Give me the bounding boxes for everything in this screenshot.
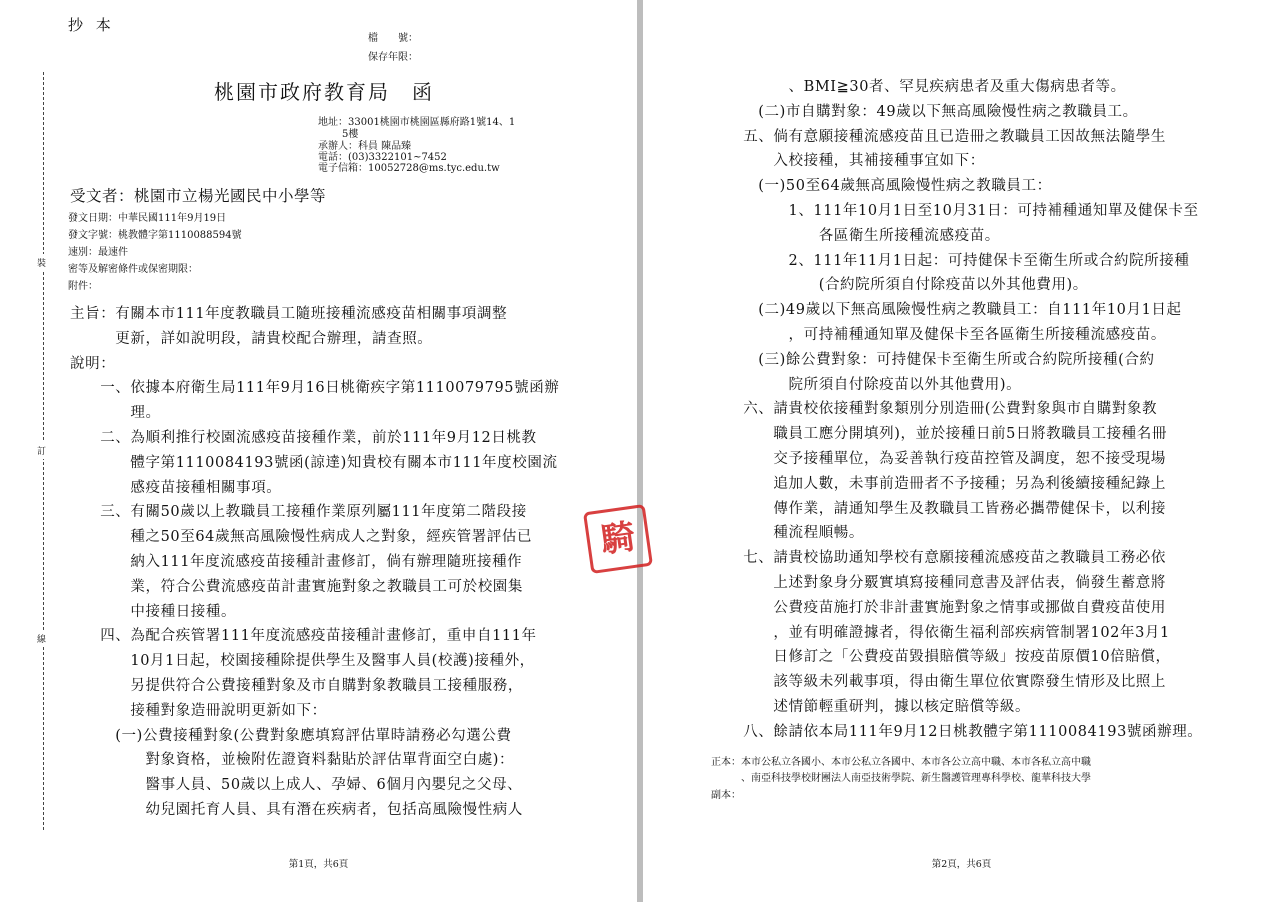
text-line: (一)公費接種對象(公費對象應填寫評估單時請務必勾選公費 bbox=[70, 727, 512, 744]
issue-date: 發文日期：中華民國111年9月19日 bbox=[68, 213, 227, 224]
address: 地址：33001桃園市桃園區縣府路1號14、1 bbox=[318, 117, 516, 128]
seal-stamp: 騎 bbox=[583, 504, 653, 574]
text-line: 另提供符合公費接種對象及市自購對象教職員工接種服務， bbox=[70, 677, 523, 694]
text-line: 10月1日起，校園接種除提供學生及醫事人員(校護)接種外， bbox=[70, 653, 535, 670]
text-line: 三、有關50歲以上教職員工接種作業原列屬111年度第二階段接 bbox=[70, 504, 527, 521]
text-line: (二)49歲以下無高風險慢性病之教職員工：自111年10月1日起 bbox=[713, 302, 1182, 319]
document-number: 發文字號：桃教體字第1110088594號 bbox=[68, 230, 242, 241]
text-line: 傳作業，請通知學生及教職員工皆務必攜帶健保卡，以利接 bbox=[713, 500, 1166, 517]
text-line: 更新，詳如說明段，請貴校配合辦理，請查照。 bbox=[70, 330, 433, 347]
text-line: 理。 bbox=[70, 405, 161, 422]
phone: 電話：(03)3322101~7452 bbox=[318, 152, 447, 163]
text-line: 該等級未列載事項，得由衛生單位依實際發生情形及比照上 bbox=[713, 674, 1166, 691]
body-text-page2 bbox=[713, 75, 1202, 745]
text-line: 公費疫苗施打於非計畫實施對象之情事或挪做自費疫苗使用 bbox=[713, 599, 1166, 616]
address-cont: 5樓 bbox=[342, 129, 359, 140]
text-line: 交予接種單位，為妥善執行疫苗控管及調度，恕不接受現場 bbox=[713, 450, 1166, 467]
retention-label: 保存年限： bbox=[368, 52, 418, 63]
text-line: 入校接種，其補接種事宜如下： bbox=[713, 153, 985, 170]
attachment-label: 附件： bbox=[68, 281, 98, 292]
speed-class: 速別：最速件 bbox=[68, 247, 128, 258]
page-footer-1: 第1頁，共6頁 bbox=[288, 859, 349, 870]
cc-main-line2: 、南亞科技學校財團法人南亞技術學院、新生醫護管理專科學校、龍華科技大學 bbox=[711, 773, 1091, 784]
secrecy-level: 密等及解密條件或保密期限： bbox=[68, 264, 198, 275]
text-line: 六、請貴校依接種對象類別分別造冊(公費對象與市自購對象教 bbox=[713, 401, 1158, 418]
text-line: 主旨：有關本市111年度教職員工隨班接種流感疫苗相關事項調整 bbox=[70, 306, 508, 322]
page-footer-2: 第2頁，共6頁 bbox=[931, 859, 992, 870]
text-line: (三)餘公費對象：可持健保卡至衛生所或合約院所接種(合約 bbox=[713, 351, 1155, 368]
text-line: 體字第1110084193號函(諒達)知貴校有關本市111年度校園流 bbox=[70, 454, 558, 471]
text-line: 七、請貴校協助通知學校有意願接種流感疫苗之教職員工務必依 bbox=[713, 550, 1166, 567]
text-line: 述情節輕重研判，據以核定賠償等級。 bbox=[713, 698, 1031, 715]
text-line: ，可持補種通知單及健保卡至各區衛生所接種流感疫苗。 bbox=[713, 326, 1166, 343]
text-line: 職員工應分開填列)，並於接種日前5日將教職員工接種名冊 bbox=[713, 426, 1167, 443]
text-line: 一、依據本府衛生局111年9月16日桃衛疾字第1110079795號函辦 bbox=[70, 380, 560, 397]
text-line: 各區衛生所接種流感疫苗。 bbox=[713, 227, 1000, 244]
text-line: (二)市自購對象：49歲以下無高風險慢性病之教職員工。 bbox=[713, 103, 1138, 120]
contact-person: 承辦人：科員 陳品臻 bbox=[318, 141, 412, 152]
text-line: 追加人數，未事前造冊者不予接種；另為利後續接種紀錄上 bbox=[713, 475, 1166, 492]
text-line: 接種對象造冊說明更新如下： bbox=[70, 702, 327, 719]
recipient: 受文者：桃園市立楊光國民中小學等 bbox=[70, 187, 327, 205]
text-line: 上述對象身分覈實填寫接種同意書及評估表，倘發生蓄意將 bbox=[713, 574, 1166, 591]
text-line: 說明： bbox=[70, 355, 116, 372]
text-line: 二、為順利推行校園流感疫苗接種作業，前於111年9月12日桃教 bbox=[70, 429, 537, 446]
text-line: 醫事人員、50歲以上成人、孕婦、6個月內嬰兒之父母、 bbox=[70, 777, 523, 794]
copy-mark: 抄 本 bbox=[68, 16, 115, 34]
agency-title: 桃園市政府教育局 函 bbox=[214, 80, 434, 104]
body-text-page1 bbox=[70, 302, 559, 823]
text-line: 納入111年度流感疫苗接種計畫修訂，倘有辦理隨班接種作 bbox=[70, 553, 523, 570]
email: 電子信箱：10052728@ms.tyc.edu.tw bbox=[318, 163, 500, 174]
text-line: 1、111年10月1日至10月31日：可持補種通知單及健保卡至 bbox=[713, 202, 1199, 219]
text-line: ，並有明確證據者，得依衛生福利部疾病管制署102年3月1 bbox=[713, 624, 1170, 641]
text-line: 2、111年11月1日起：可持健保卡至衛生所或合約院所接種 bbox=[713, 252, 1190, 269]
text-line: 五、倘有意願接種流感疫苗且已造冊之教職員工因故無法隨學生 bbox=[713, 128, 1166, 145]
text-line: 對象資格，並檢附佐證資料黏貼於評估單背面空白處)： bbox=[70, 752, 515, 769]
text-line: 感疫苗接種相關事項。 bbox=[70, 479, 282, 496]
text-line: 種之50至64歲無高風險慢性病成人之對象，經疾管署評估已 bbox=[70, 529, 533, 546]
cc-main-line1: 正本：本市公私立各國小、本市公私立各國中、本市各公立高中職、本市各私立高中職 bbox=[711, 757, 1091, 768]
binding-label-mid: 訂 bbox=[37, 442, 46, 459]
text-line: 幼兒園托育人員、具有潛在疾病者，包括高風險慢性病人 bbox=[70, 801, 523, 818]
cc-copy: 副本： bbox=[711, 790, 741, 801]
binding-label-bottom: 線 bbox=[37, 630, 46, 647]
document-page-2 bbox=[643, 0, 1280, 902]
text-line: 八、餘請依本局111年9月12日桃教體字第1110084193號函辦理。 bbox=[713, 723, 1203, 740]
text-line: 種流程順暢。 bbox=[713, 525, 864, 542]
text-line: 、BMI≧30者、罕見疾病患者及重大傷病患者等。 bbox=[713, 79, 1126, 95]
text-line: 四、為配合疾管署111年度流感疫苗接種計畫修訂，重申自111年 bbox=[70, 628, 537, 645]
text-line: 業，符合公費流感疫苗計畫實施對象之教職員工可於校園集 bbox=[70, 578, 523, 595]
text-line: 日修訂之「公費疫苗毀損賠償等級」按疫苗原價10倍賠償， bbox=[713, 649, 1171, 666]
binding-label-top: 裝 bbox=[37, 254, 46, 271]
text-line: 中接種日接種。 bbox=[70, 603, 237, 620]
file-number-label: 檔 號： bbox=[368, 33, 418, 44]
document-page-1 bbox=[0, 0, 637, 902]
text-line: (合約院所須自付除疫苗以外其他費用)。 bbox=[713, 277, 1088, 294]
text-line: (一)50至64歲無高風險慢性病之教職員工： bbox=[713, 178, 1052, 195]
text-line: 院所須自付除疫苗以外其他費用)。 bbox=[713, 376, 1022, 393]
